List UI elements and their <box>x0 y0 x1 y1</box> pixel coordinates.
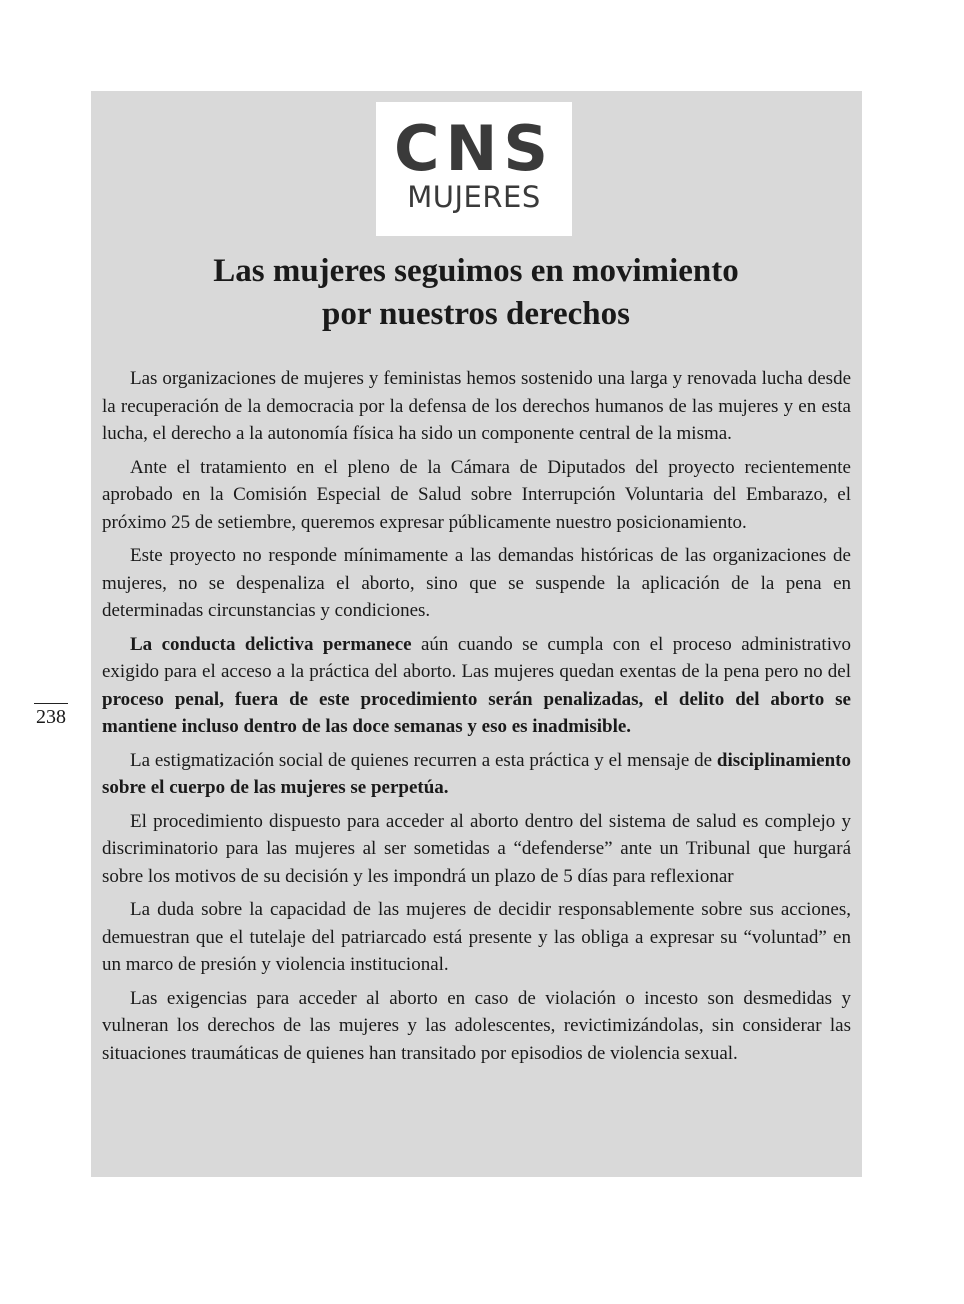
paragraph-1: Las organizaciones de mujeres y feministas hemos sostenido una larga y renovada lucha desde la recuperación de la democracia por la defensa de los derechos humanos de las mujeres y en esta lucha, el derecho a la autonomía física ha sido un componente central de la misma. <box>102 368 851 444</box>
paragraph-3: Este proyecto no responde mínimamente a las demandas históricas de las organizaciones de mujeres, no se despenaliza el aborto, sino que se suspende la aplicación de la pena en determinadas circunstancias y condiciones. <box>102 545 851 621</box>
paragraph-2: Ante el tratamiento en el pleno de la Cámara de Diputados del proyecto recientemente aprobado en la Comisión Especial de Salud sobre Interrupción Voluntaria del Embarazo, el próximo 25 de setiembre, queremos expresar públicamente nuestro posicionamiento. <box>102 456 851 533</box>
cns-mujeres-logo <box>376 102 572 236</box>
page-number: 238 <box>34 703 68 730</box>
title-line-1: Las mujeres seguimos en movimiento <box>213 253 739 289</box>
paragraph-7: La duda sobre la capacidad de las mujeres de decidir responsablemente sobre sus acciones, demuestran que el tutelaje del patriarcado está presente y las obliga a expresar su “voluntad” en un marco de presión y violencia institucional. <box>102 899 851 975</box>
logo-line-cns: CNS <box>393 112 555 185</box>
paragraph-4 <box>102 631 851 741</box>
paragraph-4-text: aún cuando se cumpla con el proceso administrativo exigido para el acceso a la práctica del aborto. Las mujeres quedan exentas de la pena pero no del <box>102 633 851 682</box>
logo-line-mujeres: MUJERES <box>407 180 541 214</box>
paragraph-8: Las exigencias para acceder al aborto en caso de violación o incesto son desmedidas y vulneran los derechos de las mujeres y las adolescentes, revictimizándolas, sin considerar las situaciones traumáticas de quienes han transitado por episodios de violencia sexual. <box>102 987 851 1064</box>
paragraph-4-bold-1: La conducta delictiva permanece <box>130 633 412 655</box>
statement-body <box>102 365 851 1073</box>
paragraph-5-text: La estigmatización social de quienes recurren a esta práctica y el mensaje de <box>130 749 717 771</box>
paragraph-5 <box>102 747 851 802</box>
title-line-2: por nuestros derechos <box>321 296 631 332</box>
paragraph-6: El procedimiento dispuesto para acceder al aborto dentro del sistema de salud es complejo y discriminatorio para las mujeres al ser sometidas a “defenderse” ante un Tribunal que hurgará sobre los motivos de su decisión y les impondrá un plazo de 5 días para reflexionar <box>102 810 851 887</box>
paragraph-4-bold-2: proceso penal, fuera de este procedimiento serán penalizadas, el delito del aborto se mantiene incluso dentro de las doce semanas y eso es inadmisible. <box>102 688 851 737</box>
paragraph-5-bold: disciplinamiento sobre el cuerpo de las mujeres se perpetúa. <box>102 749 851 798</box>
statement-title <box>130 250 822 336</box>
